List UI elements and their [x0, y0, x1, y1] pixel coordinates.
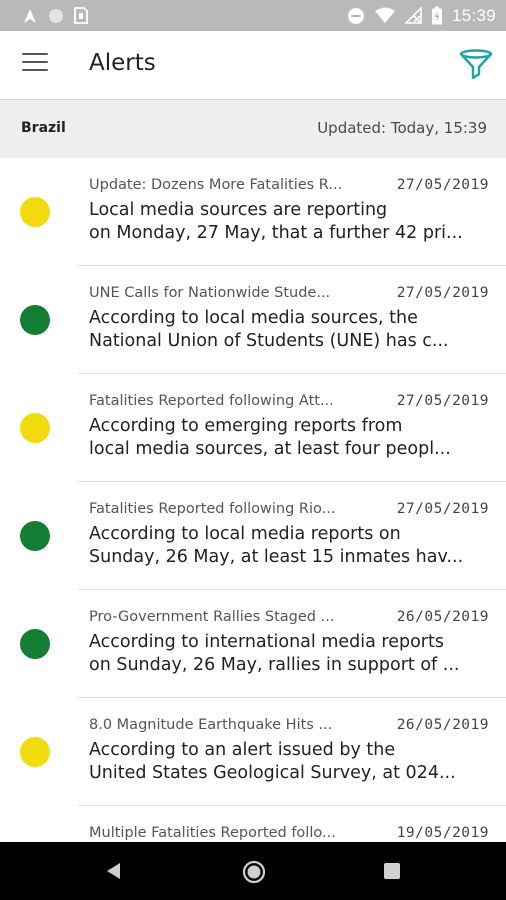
no-signal-icon: [405, 7, 422, 24]
navigation-arrow-icon: [22, 8, 38, 24]
alert-summary-line: According to international media reports: [89, 632, 444, 652]
alert-item[interactable]: [0, 590, 506, 698]
alert-title: Fatalities Reported following Rio...: [89, 501, 336, 517]
sim-card-icon: [74, 7, 88, 24]
severity-indicator: [20, 521, 50, 551]
alert-summary-line: According to local media sources, the: [89, 308, 418, 328]
severity-indicator: [20, 305, 50, 335]
alert-item[interactable]: [0, 374, 506, 482]
alert-date: 19/05/2019: [396, 825, 489, 841]
alert-summary: [89, 415, 469, 461]
recent-apps-icon[interactable]: [384, 863, 400, 879]
alert-summary-line: Local media sources are reporting: [89, 200, 388, 220]
battery-charging-icon: [431, 6, 443, 25]
alert-title: UNE Calls for Nationwide Stude...: [89, 285, 331, 301]
app-bar: [0, 31, 506, 100]
alert-summary-line: According to emerging reports from: [89, 416, 403, 436]
severity-indicator: [20, 629, 50, 659]
alert-title: Update: Dozens More Fatalities R...: [89, 177, 343, 193]
alert-summary: [89, 631, 469, 677]
last-updated: Updated: Today, 15:39: [317, 119, 487, 137]
home-icon[interactable]: [242, 860, 266, 888]
alert-summary-line: local media sources, at least four peopl...: [89, 439, 451, 459]
filter-icon[interactable]: [458, 48, 494, 82]
alert-summary: [89, 199, 469, 245]
severity-indicator: [20, 413, 50, 443]
clock: 15:39: [451, 5, 496, 25]
alert-item[interactable]: [0, 482, 506, 590]
alert-item[interactable]: [0, 806, 506, 842]
alert-date: 26/05/2019: [396, 717, 489, 733]
severity-indicator: [20, 737, 50, 767]
alert-item[interactable]: [0, 266, 506, 374]
status-bar: [0, 0, 506, 31]
alert-summary-line: According to an alert issued by the: [89, 740, 396, 760]
alert-title: Pro-Government Rallies Staged ...: [89, 609, 335, 625]
region-name: Brazil: [21, 120, 66, 136]
alert-summary: [89, 523, 469, 569]
circle-icon: [48, 8, 64, 24]
alert-summary: [89, 739, 469, 785]
alert-title: Multiple Fatalities Reported follo...: [89, 825, 336, 841]
alert-list: [0, 158, 506, 842]
back-icon[interactable]: [104, 861, 122, 885]
alert-title: 8.0 Magnitude Earthquake Hits ...: [89, 717, 333, 733]
do-not-disturb-icon: [347, 7, 365, 25]
alert-summary-line: on Monday, 27 May, that a further 42 pri...: [89, 223, 463, 243]
alert-title: Fatalities Reported following Att...: [89, 393, 334, 409]
alert-item[interactable]: [0, 698, 506, 806]
alert-summary: [89, 307, 469, 353]
alert-summary-line: Sunday, 26 May, at least 15 inmates hav...: [89, 547, 464, 567]
system-nav-bar: [0, 842, 506, 900]
alert-item[interactable]: [0, 158, 506, 266]
page-title: Alerts: [89, 50, 156, 76]
alert-summary-line: United States Geological Survey, at 024...: [89, 763, 456, 783]
alert-date: 27/05/2019: [396, 393, 489, 409]
region-header: [0, 100, 506, 158]
alert-date: 27/05/2019: [396, 177, 489, 193]
alert-date: 27/05/2019: [396, 285, 489, 301]
alert-summary-line: National Union of Students (UNE) has c...: [89, 331, 449, 351]
alert-summary-line: According to local media reports on: [89, 524, 401, 544]
wifi-icon: [374, 7, 396, 24]
alert-date: 26/05/2019: [396, 609, 489, 625]
alert-date: 27/05/2019: [396, 501, 489, 517]
hamburger-menu-icon[interactable]: [22, 53, 48, 75]
severity-indicator: [20, 197, 50, 227]
alert-summary-line: on Sunday, 26 May, rallies in support of ...: [89, 655, 460, 675]
